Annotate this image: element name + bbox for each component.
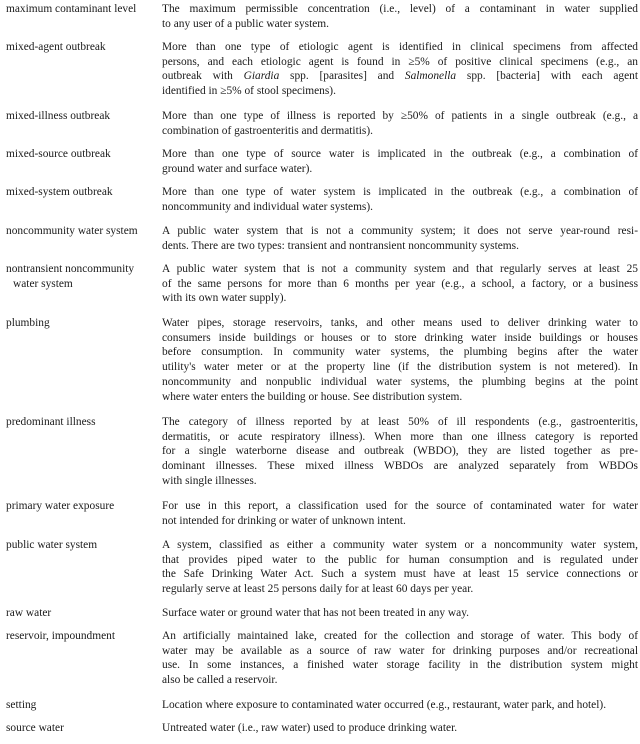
glossary-term: source water: [6, 722, 64, 734]
glossary-definition: More than one type of etiologic agent is identified in clinical specimens from affected persons, and each etiologic agent is found in ≥5% of positive clinical specimens (e.g., an outbreak with Giardia spp. [parasites] and Salmonella spp. [bacteria] with each agent identified in ≥5% of stool specimens).: [162, 41, 639, 98]
glossary-definition: A public water system that is not a community system; it does not serve year-round resi- dents. There are two types: transient and nontransient noncommunity systems.: [162, 225, 638, 252]
glossary-definition: A system, classified as either a community water system or a noncommunity water system, that provides piped water to the public for human consumption and is regulated under the Safe Drinking Water Act. Such a system must have at least 15 service connections or regularly serve at least 25 persons daily for at least 60 days per year.: [162, 539, 638, 596]
glossary-definition: Location where exposure to contaminated water occurred (e.g., restaurant, water park, and hotel).: [162, 699, 607, 711]
glossary-term: nontransient noncommunity water system: [6, 263, 135, 290]
glossary-term: primary water exposure: [6, 500, 115, 512]
glossary-definition: For use in this report, a classification used for the source of contaminated water for water not intended for drinking or water of unknown intent.: [162, 500, 638, 527]
glossary-definition: Surface water or ground water that has not been treated in any way.: [162, 607, 470, 619]
glossary-term: raw water: [6, 607, 52, 619]
glossary-term: mixed-illness outbreak: [6, 110, 111, 122]
glossary-term: mixed-agent outbreak: [6, 41, 106, 53]
genus-name: Giardia: [243, 70, 280, 83]
genus-name: Salmonella: [404, 70, 457, 83]
glossary-term: reservoir, impoundment: [6, 630, 115, 642]
glossary-term: noncommunity water system: [6, 225, 138, 237]
glossary-term: mixed-source outbreak: [6, 148, 111, 160]
glossary-definition: Untreated water (i.e., raw water) used to produce drinking water.: [162, 722, 458, 734]
glossary-term: setting: [6, 699, 37, 711]
glossary-term: public water system: [6, 539, 98, 551]
glossary-definition: Water pipes, storage reservoirs, tanks, and other means used to deliver drinking water to consumers inside buildings or houses or to store drinking water inside buildings or houses before consumption. In community water systems, the plumbing begins after the water utility's water meter or at the property line (if the distribution system is not metered). In noncommunity and nonpublic individual water systems, the plumbing begins at the point where water enters the building or house. See distribution system.: [162, 317, 638, 403]
glossary-term: maximum contaminant level: [6, 3, 137, 15]
glossary-term: predominant illness: [6, 416, 96, 428]
glossary-term: plumbing: [6, 317, 50, 329]
glossary-definition: An artificially maintained lake, created for the collection and storage of water. This body of water may be available as a source of raw water for drinking purposes and/or recreational use. In some instances, a finished water storage facility in the distribution system might also be called a reservoir.: [162, 630, 638, 687]
glossary-definition: More than one type of water system is implicated in the outbreak (e.g., a combination of noncommunity and individual water systems).: [162, 186, 638, 213]
glossary-definition: More than one type of illness is reported by ≥50% of patients in a single outbreak (e.g., a combination of gastroenteritis and dermatitis).: [162, 110, 638, 137]
glossary-definition: The category of illness reported by at least 50% of ill respondents (e.g., gastroenteritis, dermatitis, or acute respiratory illness). When more than one illness category is reported for a single waterborne disease and outbreak (WBDO), they are listed together as pre- dominant illnesses. These mixed illness WBDOs are analyzed separately from WBDOs with single illnesses.: [162, 416, 638, 487]
glossary-term: mixed-system outbreak: [6, 186, 113, 198]
glossary-definition: The maximum permissible concentration (i.e., level) of a contaminant in water supplied to any user of a public water system.: [162, 3, 638, 30]
glossary-definition: More than one type of source water is implicated in the outbreak (e.g., a combination of ground water and surface water).: [162, 148, 638, 175]
glossary-definition: A public water system that is not a community system and that regularly serves at least 25 of the same persons for more than 6 months per year (e.g., a school, a factory, or a business with its own water supply).: [162, 263, 638, 305]
